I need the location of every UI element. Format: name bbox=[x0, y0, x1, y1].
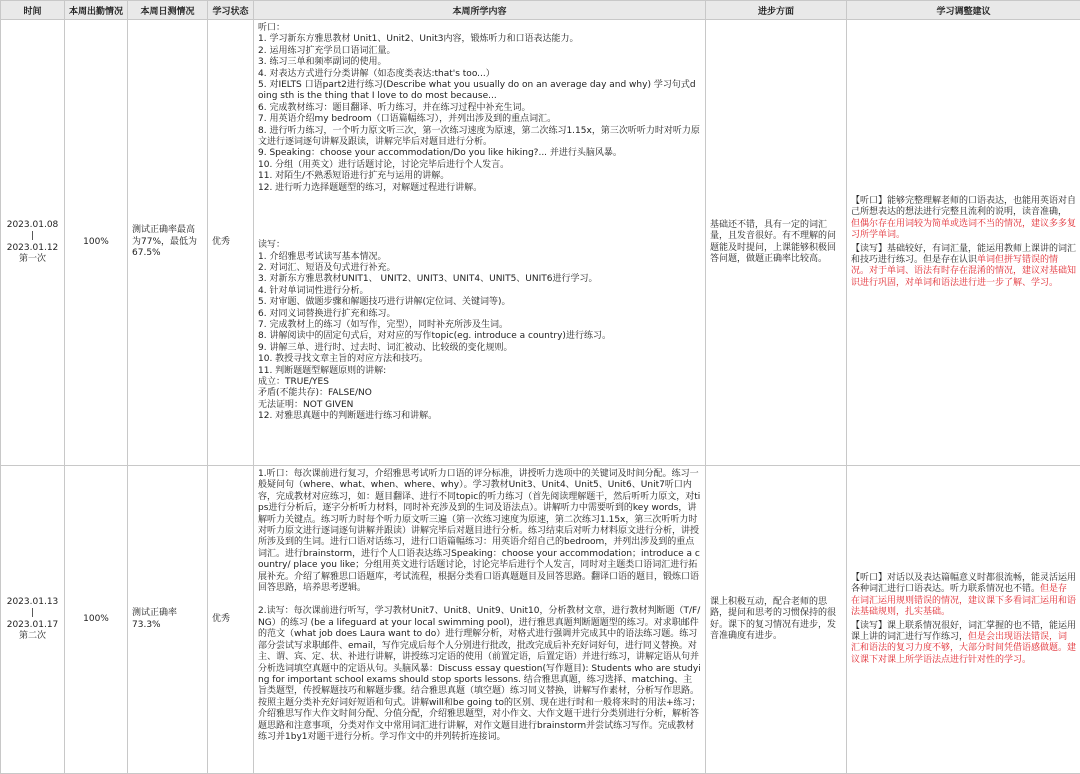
progress-cell: 课上积极互动，配合老师的思路，提问和思考的习惯保持的很好。课下的复习情况有进步，发音准确度有进步。 bbox=[706, 466, 847, 774]
header-content: 本周所学内容 bbox=[254, 1, 706, 20]
advice-highlight: 但是存在词汇运用规则错误的情况，建议课下多看词汇运用和语法基础规则，扎实基础。 bbox=[851, 584, 1076, 617]
progress-cell: 基础还不错，具有一定的词汇量，且发音很好。有不理解的问题能及时提问，上课能够积极回答问题，做题正确率比较高。 bbox=[706, 20, 847, 466]
date-separator: | bbox=[5, 608, 60, 619]
content-line: 11. 对陌生/不熟悉短语进行扩充与运用的讲解。 bbox=[258, 171, 701, 182]
daily-test-cell: 测试正确率73.3% bbox=[128, 466, 208, 774]
content-line: 5. 对IELTS 口语part2进行练习(Describe what you usually do on an average day and why) 学习句式doing sth is the thing that I love to do most because... bbox=[258, 80, 701, 103]
advice-reading bbox=[851, 244, 1076, 290]
session-label: 第二次 bbox=[5, 631, 60, 642]
advice-highlight: 单词但拼写错误的情况。对于单词、语法有时存在混淆的情况，建议对基础知识进行巩固，对单词和语法进行进一步了解、学习。 bbox=[851, 255, 1076, 288]
table-row bbox=[1, 20, 1080, 466]
content-line: 无法证明：NOT GIVEN bbox=[258, 400, 701, 411]
content-line: 1. 介绍雅思考试读写基本情况。 bbox=[258, 252, 701, 263]
content-line: 9. 讲解三单、进行时、过去时、词汇被动、比较级的变化规则。 bbox=[258, 343, 701, 354]
header-status: 学习状态 bbox=[208, 1, 254, 20]
section-gap bbox=[258, 594, 701, 606]
header-time: 时间 bbox=[1, 1, 65, 20]
header-attendance: 本周出勤情况 bbox=[65, 1, 128, 20]
content-line: 3. 对新东方雅思教材UNIT1、 UNIT2、UNIT3、UNIT4、UNIT5、UNIT6进行学习。 bbox=[258, 274, 701, 285]
content-line: 4. 针对单词词性进行分析。 bbox=[258, 286, 701, 297]
content-line: 1. 学习新东方雅思教材 Unit1、Unit2、Unit3内容，锻炼听力和口语表达能力。 bbox=[258, 34, 701, 45]
status-cell: 优秀 bbox=[208, 20, 254, 466]
date-start: 2023.01.08 bbox=[5, 220, 60, 231]
content-line: 成立：TRUE/YES bbox=[258, 377, 701, 388]
content-line: 4. 对表达方式进行分类讲解（如态度类表达:that's too...） bbox=[258, 69, 701, 80]
advice-text: 【读写】基础较好，有词汇量，能运用教师上课讲的词汇和技巧进行练习。但是存在认识 bbox=[851, 244, 1076, 265]
date-start: 2023.01.13 bbox=[5, 597, 60, 608]
advice-cell bbox=[847, 20, 1080, 466]
date-separator: | bbox=[5, 231, 60, 242]
advice-listening bbox=[851, 573, 1076, 619]
daily-test-cell: 测试正确率最高为77%，最低为67.5% bbox=[128, 20, 208, 466]
content-line: 8. 讲解阅读中的固定句式后，对对应的写作topic(eg. introduce a country)进行练习。 bbox=[258, 331, 701, 342]
content-line: 听口： bbox=[258, 23, 701, 34]
content-line: 3. 练习三单和频率副词的使用。 bbox=[258, 57, 701, 68]
content-line: 6. 对同义词替换进行扩充和练习。 bbox=[258, 309, 701, 320]
advice-highlight: 但是会出现语法错误，词汇和语法的复习力度不够，大部分时间凭借语感做题。建议课下对课上所学语法点进行针对性的学习。 bbox=[851, 632, 1076, 665]
date-end: 2023.01.17 bbox=[5, 620, 60, 631]
content-line: 12. 进行听力选择题题型的练习，对解题过程进行讲解。 bbox=[258, 183, 701, 194]
content-line: 12. 对雅思真题中的判断题进行练习和讲解。 bbox=[258, 411, 701, 422]
content-line: 5. 对审题、做题步骤和解题技巧进行讲解(定位词、关键词等)。 bbox=[258, 297, 701, 308]
advice-cell bbox=[847, 466, 1080, 774]
content-line: 10. 分组（用英文）进行话题讨论，讨论完毕后进行个人发言。 bbox=[258, 160, 701, 171]
content-line: 10. 教授寻找文章主旨的对应方法和技巧。 bbox=[258, 354, 701, 365]
content-line: 读写： bbox=[258, 240, 701, 251]
header-row bbox=[1, 1, 1080, 20]
content-line: 8. 进行听力练习，一个听力原文听三次，第一次练习速度为原速，第二次练习1.15x，第三次听听力时对听力原文进行逐词逐句讲解及跟读，讲解完毕后对题目进行分析。 bbox=[258, 126, 701, 149]
content-line: 11. 判断题题型解题原则的讲解: bbox=[258, 366, 701, 377]
table-row bbox=[1, 466, 1080, 774]
content-line: 2. 运用练习扩充学员口语词汇量。 bbox=[258, 46, 701, 57]
header-advice: 学习调整建议 bbox=[847, 1, 1080, 20]
date-end: 2023.01.12 bbox=[5, 243, 60, 254]
advice-text: 【读写】课上联系情况很好，词汇掌握的也不错，能运用课上讲的词汇进行写作练习， bbox=[851, 621, 1076, 642]
attendance-cell: 100% bbox=[65, 466, 128, 774]
date-cell bbox=[1, 20, 65, 466]
listening-section bbox=[258, 23, 701, 194]
advice-highlight: 但偶尔存在用词较为简单或选词不当的情况，建议多多复习所学单词。 bbox=[851, 219, 1076, 240]
listening-paragraph: 1.听口：每次课前进行复习，介绍雅思考试听力口语的评分标准，讲授听力选项中的关键词及时间分配。练习一般疑问句（where、what、when、where、why）。学习教材Unit3、Unit4、Unit5、Unit6、Unit7听口内容，完成教材对应练习，如：题目翻译、进行不同topic的听力练习（首先阅读理解题干，然后听听力原文，对tips进行分析后，逐字分析听力材料，同时补充涉及到的生词及语法点）。讲解听力中需要听到的key words，讲解听力关键点。练习听力时每个听力原文听三遍（第一次练习速度为原速，第二次练习1.15x，第三次听听力时对听力原文进行逐词逐句讲解并跟读）讲解完毕后对题目进行分析。练习结束后对听力材料原文进行分析，讲授所涉及到的生词。进行口语对话练习，进行口语篇幅练习：用英语介绍自己的bedroom，并列出涉及到的重点词汇。进行brainstorm，进行个人口语表达练习Speaking：choose your accommodation；introduce a country/ place you like；分组用英文进行话题讨论，讨论完毕后进行个人发言，同时对主题类口语词汇进行拓展补充。介绍了解雅思口语题库，考试流程，根据分类看口语真题题目及回答思路。翻译口语的题目，锻炼口语回答思路，培养思考逻辑。 bbox=[258, 469, 701, 594]
advice-text: 【听口】能够完整理解老师的口语表达，也能用英语对自己所想表达的想法进行完整且流利的说明，读音准确， bbox=[851, 196, 1076, 217]
advice-listening bbox=[851, 196, 1076, 242]
content-cell bbox=[254, 20, 706, 466]
content-cell bbox=[254, 466, 706, 774]
content-line: 6. 完成教材练习：题目翻译、听力练习，并在练习过程中补充生词。 bbox=[258, 103, 701, 114]
content-line: 矛盾(不能共存)：FALSE/NO bbox=[258, 388, 701, 399]
attendance-cell: 100% bbox=[65, 20, 128, 466]
header-daily-test: 本周日测情况 bbox=[128, 1, 208, 20]
advice-reading bbox=[851, 621, 1076, 667]
session-label: 第一次 bbox=[5, 254, 60, 265]
header-progress: 进步方面 bbox=[706, 1, 847, 20]
section-gap bbox=[258, 194, 701, 240]
content-line: 7. 用英语介绍my bedroom（口语篇幅练习），并列出涉及到的重点词汇。 bbox=[258, 114, 701, 125]
reading-paragraph: 2.读写：每次课前进行听写，学习教材Unit7、Unit8、Unit9、Unit10，分析教材文章，进行教材判断题（T/F/NG）的练习 (be a lifeguard at your local swimming pool)，进行雅思真题判断题题型的练习。对求职邮件的范文（what job does Laura want to do）进行理解分析，对格式进行强调并完成其中的语法练习题。练习部分尝试写求职邮件、email，写作完成后每个人分别进行批改，批改完成后补充好词好句，进行同义替换。对主、谓、宾、定、状、补进行讲解，讲授练习定语的使用（前置定语，后置定语）并进行练习，讲解定语从句并分析选词填空真题中的定语从句。头脑风暴：Discuss essay question(写作题目): Students who are studying for important school exams should stop sports lessons. 结合雅思真题，练习选择、matching、主旨类题型，传授解题技巧和解题步骤。结合雅思真题（填空题）练习同义替换，讲解写作素材，分析写作思路。按照主题分类补充好词好短语和句式。讲解will和be going to的区别、现在进行时和一般将来时的用法+练习；介绍雅思写作大作文时间分配、分值分配，介绍雅思题型，对小作文、大作文题干进行分类别进行分析，解析答题思路和注意事项，分类对作文中常用词汇进行讲解，对作文题目进行brainstorm并尝试练习写作。完成教材练习并1by1对题干进行分析。学习作文中的并列转折连接词。 bbox=[258, 606, 701, 743]
reading-section bbox=[258, 240, 701, 423]
date-cell bbox=[1, 466, 65, 774]
content-line: 7. 完成教材上的练习（如写作，完型），同时补充所涉及生词。 bbox=[258, 320, 701, 331]
advice-text: 【听口】对话以及表达篇幅意义时都很流畅，能灵活运用各种词汇进行口语表达。听力联系情况也不错。 bbox=[851, 573, 1076, 594]
content-line: 9. Speaking：choose your accommodation/Do you like hiking?... 并进行头脑风暴。 bbox=[258, 148, 701, 159]
content-line: 2. 对词汇、短语及句式进行补充。 bbox=[258, 263, 701, 274]
status-cell: 优秀 bbox=[208, 466, 254, 774]
